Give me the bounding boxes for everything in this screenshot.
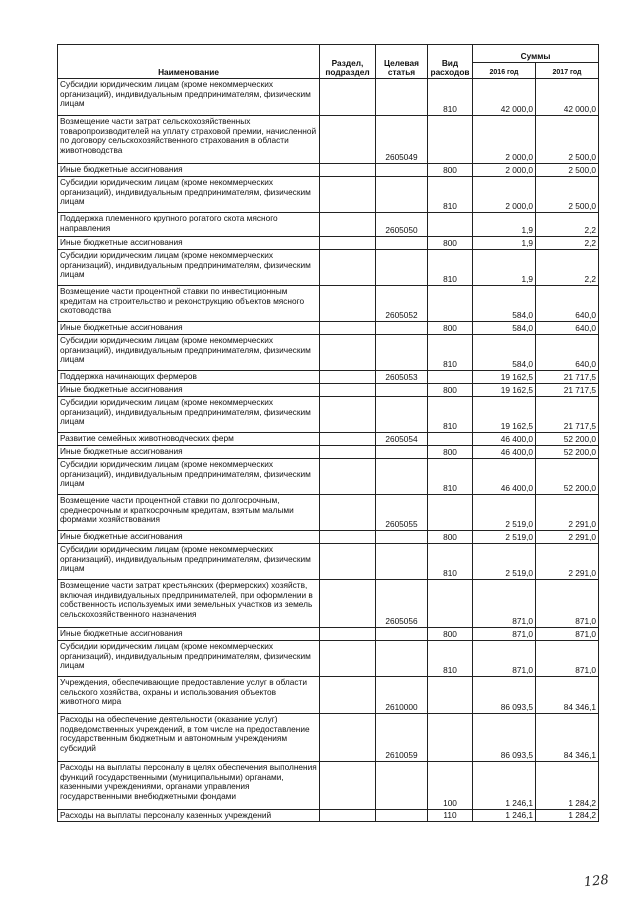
row-2016-cell: 1,9 (473, 213, 536, 237)
row-2017-cell: 84 346,1 (536, 677, 599, 714)
row-target-cell: 2605050 (376, 213, 428, 237)
row-2016-cell: 1 246,1 (473, 810, 536, 822)
table-row (58, 531, 599, 544)
row-name-cell: Возмещение части процентной ставки по инвестиционным кредитам на строительство и реконструкцию объектов мясного скотоводства (58, 286, 320, 322)
table-row (58, 164, 599, 177)
row-section-cell (320, 531, 376, 544)
row-section-cell (320, 237, 376, 250)
row-target-cell: 2610000 (376, 677, 428, 714)
row-name-cell: Иные бюджетные ассигнования (58, 446, 320, 459)
row-name-cell: Субсидии юридическим лицам (кроме некоммерческих организаций), индивидуальным предпринимателям, физическим лицам (58, 250, 320, 286)
row-name-cell: Расходы на обеспечение деятельности (оказание услуг) подведомственных учреждений, в том числе на предоставление государственным бюджетным и автономным учреждениям субсидий (58, 714, 320, 762)
row-section-cell (320, 397, 376, 433)
table-row (58, 384, 599, 397)
table-row (58, 371, 599, 384)
row-2017-cell: 640,0 (536, 286, 599, 322)
row-type-cell: 800 (428, 237, 473, 250)
row-target-cell: 2605053 (376, 371, 428, 384)
row-2016-cell: 19 162,5 (473, 371, 536, 384)
row-2016-cell: 19 162,5 (473, 384, 536, 397)
row-target-cell (376, 384, 428, 397)
table-row (58, 810, 599, 822)
table-row (58, 459, 599, 495)
table-row (58, 446, 599, 459)
table-row (58, 544, 599, 580)
row-section-cell (320, 164, 376, 177)
row-section-cell (320, 177, 376, 213)
row-section-cell (320, 446, 376, 459)
row-target-cell: 2610059 (376, 714, 428, 762)
row-target-cell: 2605052 (376, 286, 428, 322)
row-target-cell (376, 641, 428, 677)
row-2017-cell: 2 291,0 (536, 531, 599, 544)
header-year-2016: 2016 год (473, 63, 536, 79)
row-2016-cell: 46 400,0 (473, 446, 536, 459)
row-section-cell (320, 677, 376, 714)
row-name-cell: Развитие семейных животноводческих ферм (58, 433, 320, 446)
row-target-cell (376, 237, 428, 250)
row-type-cell: 810 (428, 397, 473, 433)
row-type-cell: 810 (428, 641, 473, 677)
row-target-cell (376, 335, 428, 371)
row-type-cell: 810 (428, 544, 473, 580)
row-2016-cell: 584,0 (473, 286, 536, 322)
row-name-cell: Субсидии юридическим лицам (кроме некоммерческих организаций), индивидуальным предпринимателям, физическим лицам (58, 177, 320, 213)
row-name-cell: Иные бюджетные ассигнования (58, 384, 320, 397)
row-2016-cell: 871,0 (473, 641, 536, 677)
row-2016-cell: 2 519,0 (473, 544, 536, 580)
row-section-cell (320, 213, 376, 237)
table-row (58, 677, 599, 714)
row-type-cell: 810 (428, 335, 473, 371)
row-2017-cell: 2 291,0 (536, 544, 599, 580)
row-2017-cell: 1 284,2 (536, 810, 599, 822)
row-type-cell (428, 116, 473, 164)
row-2017-cell: 21 717,5 (536, 384, 599, 397)
row-2017-cell: 640,0 (536, 322, 599, 335)
row-name-cell: Возмещение части затрат сельскохозяйственных товаропроизводителей на уплату страховой премии, начисленной по договору сельскохозяйственного страхования в области животноводства (58, 116, 320, 164)
row-2016-cell: 1,9 (473, 237, 536, 250)
row-section-cell (320, 762, 376, 810)
table-row (58, 397, 599, 433)
row-2017-cell: 2,2 (536, 250, 599, 286)
table-row (58, 177, 599, 213)
table-row (58, 641, 599, 677)
row-2017-cell: 1 284,2 (536, 762, 599, 810)
row-2016-cell: 1,9 (473, 250, 536, 286)
table-row (58, 213, 599, 237)
row-type-cell: 810 (428, 79, 473, 116)
row-section-cell (320, 580, 376, 628)
row-section-cell (320, 384, 376, 397)
row-section-cell (320, 544, 376, 580)
row-section-cell (320, 116, 376, 164)
row-type-cell: 800 (428, 384, 473, 397)
table-row (58, 628, 599, 641)
row-name-cell: Поддержка начинающих фермеров (58, 371, 320, 384)
row-2016-cell: 1 246,1 (473, 762, 536, 810)
row-2017-cell: 52 200,0 (536, 433, 599, 446)
table-row (58, 237, 599, 250)
row-name-cell: Субсидии юридическим лицам (кроме некоммерческих организаций), индивидуальным предпринимателям, физическим лицам (58, 544, 320, 580)
row-section-cell (320, 433, 376, 446)
row-target-cell: 2605056 (376, 580, 428, 628)
row-name-cell: Иные бюджетные ассигнования (58, 322, 320, 335)
row-2016-cell: 2 519,0 (473, 495, 536, 531)
row-name-cell: Возмещение части затрат крестьянских (фермерских) хозяйств, включая индивидуальных предпринимателей, при оформлении в собственность используемых ими земельных участков из земель сельскохозяйственного назначения (58, 580, 320, 628)
row-target-cell: 2605055 (376, 495, 428, 531)
header-expense-type: Вид расходов (428, 45, 473, 79)
row-2016-cell: 871,0 (473, 580, 536, 628)
table-row (58, 286, 599, 322)
row-section-cell (320, 495, 376, 531)
row-name-cell: Иные бюджетные ассигнования (58, 164, 320, 177)
row-target-cell (376, 544, 428, 580)
row-2017-cell: 871,0 (536, 580, 599, 628)
row-2016-cell: 871,0 (473, 628, 536, 641)
row-target-cell (376, 459, 428, 495)
row-type-cell (428, 286, 473, 322)
row-section-cell (320, 322, 376, 335)
row-2016-cell: 584,0 (473, 335, 536, 371)
row-2017-cell: 871,0 (536, 641, 599, 677)
row-2017-cell: 2 500,0 (536, 116, 599, 164)
row-type-cell: 810 (428, 250, 473, 286)
row-target-cell (376, 531, 428, 544)
row-section-cell (320, 641, 376, 677)
table-row (58, 250, 599, 286)
table-row (58, 79, 599, 116)
row-2017-cell: 52 200,0 (536, 459, 599, 495)
row-name-cell: Субсидии юридическим лицам (кроме некоммерческих организаций), индивидуальным предпринимателям, физическим лицам (58, 79, 320, 116)
table-row (58, 335, 599, 371)
row-2016-cell: 2 000,0 (473, 164, 536, 177)
row-name-cell: Иные бюджетные ассигнования (58, 531, 320, 544)
row-name-cell: Иные бюджетные ассигнования (58, 237, 320, 250)
table-row (58, 116, 599, 164)
row-2017-cell: 42 000,0 (536, 79, 599, 116)
row-name-cell: Возмещение части процентной ставки по долгосрочным, среднесрочным и краткосрочным кредитам, взятым малыми формами хозяйствования (58, 495, 320, 531)
row-2016-cell: 2 000,0 (473, 116, 536, 164)
row-2017-cell: 21 717,5 (536, 397, 599, 433)
row-section-cell (320, 628, 376, 641)
row-2016-cell: 2 519,0 (473, 531, 536, 544)
row-target-cell: 2605049 (376, 116, 428, 164)
page-number: 128 (583, 872, 610, 891)
table-row (58, 714, 599, 762)
row-type-cell (428, 213, 473, 237)
row-2017-cell: 2 500,0 (536, 164, 599, 177)
row-section-cell (320, 810, 376, 822)
row-section-cell (320, 250, 376, 286)
row-2017-cell: 21 717,5 (536, 371, 599, 384)
budget-table (57, 44, 599, 822)
row-2017-cell: 2,2 (536, 213, 599, 237)
row-2017-cell: 2 291,0 (536, 495, 599, 531)
row-2017-cell: 84 346,1 (536, 714, 599, 762)
header-name: Наименование (58, 45, 320, 79)
row-target-cell (376, 79, 428, 116)
row-type-cell (428, 495, 473, 531)
header-target: Целевая статья (376, 45, 428, 79)
row-type-cell: 100 (428, 762, 473, 810)
row-target-cell (376, 762, 428, 810)
table-row (58, 495, 599, 531)
row-2016-cell: 584,0 (473, 322, 536, 335)
row-2016-cell: 2 000,0 (473, 177, 536, 213)
table-row (58, 322, 599, 335)
row-name-cell: Учреждения, обеспечивающие предоставление услуг в области сельского хозяйства, охраны и использования объектов животного мира (58, 677, 320, 714)
row-name-cell: Поддержка племенного крупного рогатого скота мясного направления (58, 213, 320, 237)
row-type-cell (428, 433, 473, 446)
row-target-cell (376, 397, 428, 433)
header-sums: Суммы (473, 45, 599, 63)
row-2017-cell: 871,0 (536, 628, 599, 641)
table-row (58, 580, 599, 628)
row-2017-cell: 2 500,0 (536, 177, 599, 213)
row-target-cell (376, 810, 428, 822)
row-2016-cell: 86 093,5 (473, 677, 536, 714)
row-name-cell: Субсидии юридическим лицам (кроме некоммерческих организаций), индивидуальным предпринимателям, физическим лицам (58, 459, 320, 495)
row-name-cell: Субсидии юридическим лицам (кроме некоммерческих организаций), индивидуальным предпринимателям, физическим лицам (58, 397, 320, 433)
row-target-cell (376, 628, 428, 641)
row-2017-cell: 640,0 (536, 335, 599, 371)
row-type-cell: 800 (428, 164, 473, 177)
table-row (58, 433, 599, 446)
row-type-cell (428, 677, 473, 714)
row-target-cell (376, 177, 428, 213)
row-name-cell: Субсидии юридическим лицам (кроме некоммерческих организаций), индивидуальным предпринимателям, физическим лицам (58, 641, 320, 677)
row-2017-cell: 52 200,0 (536, 446, 599, 459)
row-type-cell: 800 (428, 446, 473, 459)
row-2016-cell: 42 000,0 (473, 79, 536, 116)
row-type-cell: 800 (428, 628, 473, 641)
row-2017-cell: 2,2 (536, 237, 599, 250)
row-section-cell (320, 79, 376, 116)
row-2016-cell: 19 162,5 (473, 397, 536, 433)
row-target-cell (376, 322, 428, 335)
row-target-cell (376, 164, 428, 177)
row-target-cell: 2605054 (376, 433, 428, 446)
row-target-cell (376, 446, 428, 459)
row-type-cell (428, 580, 473, 628)
row-section-cell (320, 459, 376, 495)
row-type-cell: 800 (428, 531, 473, 544)
table-row (58, 762, 599, 810)
row-target-cell (376, 250, 428, 286)
header-section: Раздел, подраздел (320, 45, 376, 79)
row-type-cell (428, 714, 473, 762)
row-name-cell: Расходы на выплаты персоналу казенных учреждений (58, 810, 320, 822)
row-section-cell (320, 335, 376, 371)
row-type-cell (428, 371, 473, 384)
row-type-cell: 110 (428, 810, 473, 822)
row-2016-cell: 46 400,0 (473, 433, 536, 446)
row-type-cell: 810 (428, 459, 473, 495)
row-2016-cell: 46 400,0 (473, 459, 536, 495)
row-section-cell (320, 714, 376, 762)
row-name-cell: Расходы на выплаты персоналу в целях обеспечения выполнения функций государственными (муниципальными) органами, казенными учреждениями, органами управления государственными внебюджетными фондами (58, 762, 320, 810)
row-section-cell (320, 371, 376, 384)
row-type-cell: 810 (428, 177, 473, 213)
row-type-cell: 800 (428, 322, 473, 335)
header-year-2017: 2017 год (536, 63, 599, 79)
row-2016-cell: 86 093,5 (473, 714, 536, 762)
row-section-cell (320, 286, 376, 322)
row-name-cell: Иные бюджетные ассигнования (58, 628, 320, 641)
row-name-cell: Субсидии юридическим лицам (кроме некоммерческих организаций), индивидуальным предпринимателям, физическим лицам (58, 335, 320, 371)
